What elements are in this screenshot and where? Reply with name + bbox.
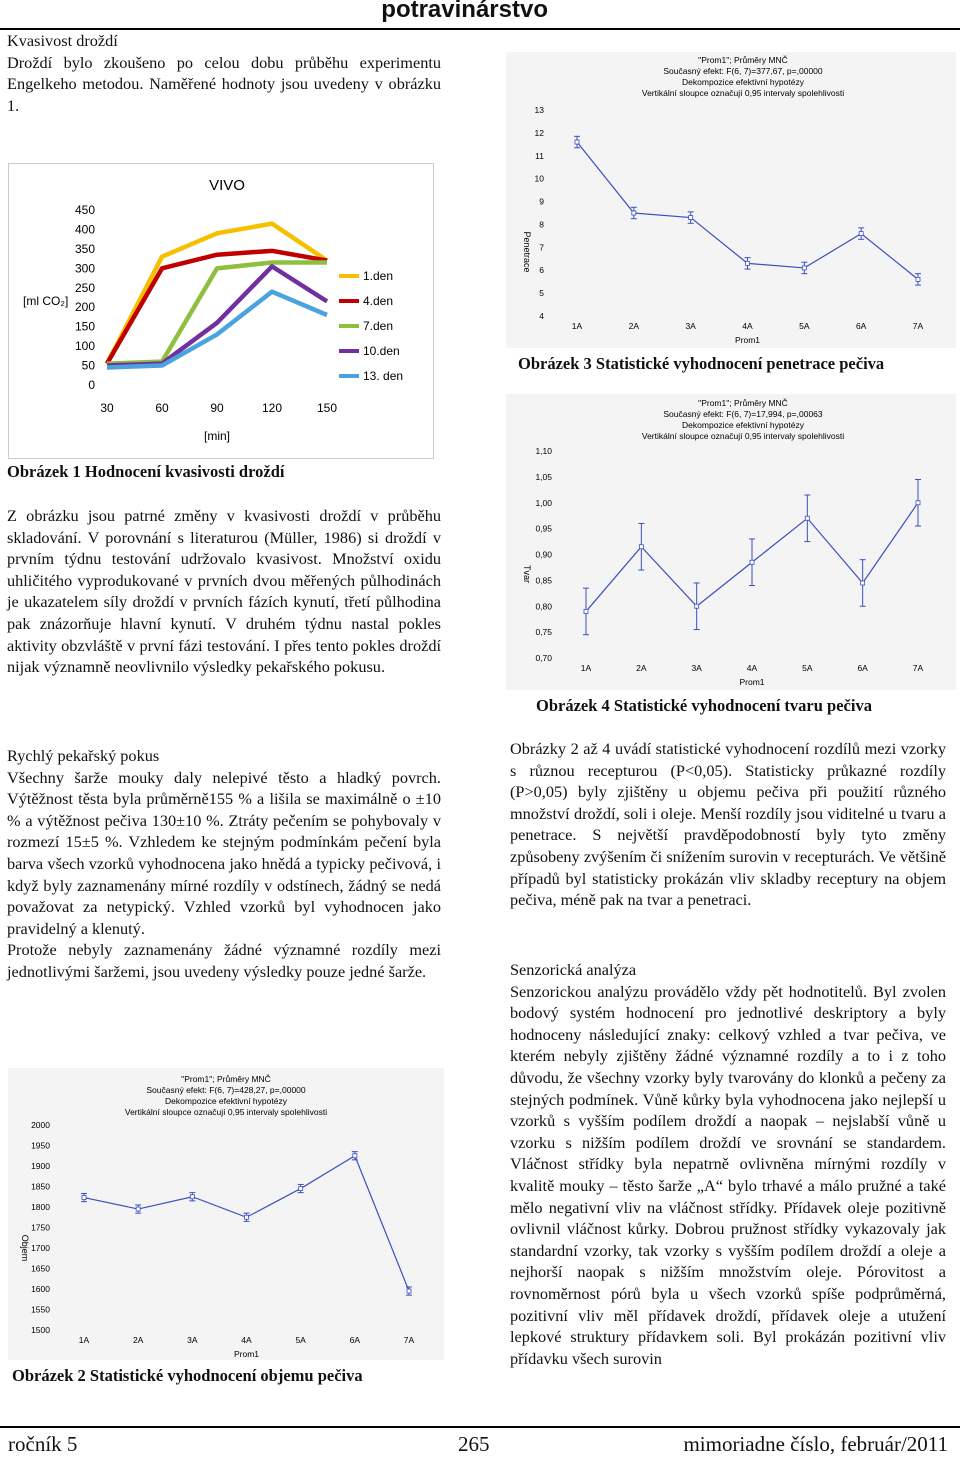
chart-title-line: Dekompozice efektivní hypotézy (682, 420, 804, 430)
footer-volume: ročník 5 (8, 1432, 78, 1456)
data-point (353, 1154, 357, 1158)
x-axis-label: Prom1 (233, 1349, 260, 1359)
figure-2-caption: Obrázek 2 Statistické vyhodnocení objemu pečiva (12, 1366, 363, 1385)
page-number: 265 (458, 1432, 490, 1456)
x-tick-label: 1A (580, 663, 592, 673)
chart-title-line: Současný efekt: F(6, 7)=377,67, p=,00000 (663, 66, 823, 76)
data-point (407, 1289, 411, 1293)
x-axis-label: [min] (203, 429, 231, 443)
y-tick-label: 12 (534, 127, 544, 138)
figure-1 (8, 163, 434, 459)
figure-1-caption: Obrázek 1 Hodnocení kvasivosti droždí (7, 462, 285, 481)
paragraph: Z obrázku jsou patrné změny v kvasivosti droždí v průběhu skladování. V porovnání s literaturou (Müller, 1986) si droždí v prvním týdnu testování udržovalo kvasivost. Množství oxidu uhličitého vyprodukované v prvních dvou měřených půlhodinách je ukazatelem síly droždí v prvních fázích kynutí, třetí půlhodina pak znázorňuje hlavní kynutí. V druhém týdnu nastal pokles aktivity obzvláště v první fázi testování. I přes tento pokles droždí nijak významně neovlivnilo výsledky pekařského pokusu. (7, 506, 441, 677)
y-tick-label: 50 (81, 358, 95, 373)
x-tick-label: 2A (132, 1335, 144, 1345)
section-heading-baking: Rychlý pekařský pokus (7, 746, 160, 765)
y-tick-label: 1750 (31, 1222, 50, 1233)
chart-title-line: Dekompozice efektivní hypotézy (165, 1096, 287, 1106)
y-tick-label: 1,00 (535, 497, 552, 508)
y-tick-label: 8 (539, 219, 544, 230)
x-tick-label: 2A (636, 663, 647, 673)
paragraph: Droždí bylo zkoušeno po celou dobu průběhu experimentu Engelkeho metodou. Naměřené hodnoty jsou uvedeny v obrázku 1. (7, 52, 441, 115)
data-point (859, 232, 863, 236)
results-section (510, 738, 946, 911)
paragraph: Všechny šarže mouky daly nelepivé těsto a hladký povrch. Výtěžnost těsta byla průměrně155 % a lišila se maximálně o ±10 % a výtěžnost pečiva 130±10 %. Ztráty pečením se pohybovaly v rozmezí 15±5 %. Vzhledem ke stejným podmínkám pečení byla barva všech vzorků vyhodnocena jako hnědá a typicky pečivová, i když byly zaznamenány mírné rozdíly v odstínech, žádný se nedá považovat za netypický. Vzhled vzorků byl vyhodnocen jako pravidelný a klenutý. (7, 767, 441, 938)
y-tick-label: 1600 (31, 1284, 50, 1294)
data-point (639, 545, 643, 549)
paragraph: Obrázky 2 až 4 uvádí statistické vyhodnocení rozdílů mezi vzorky s různou recepturou (P<0,05). Statisticky průkazné rozdíly (P>0,05) byly zjištěny u objemu pečiva při použití různého množství droždí, soli i oleje. Menší rozdíly jsou viditelné u tvaru a penetrace. S největší pravděpodobností byly tyto změny způsobeny zvýšením či snížením surovin v recepturách. Ve většině případů byl statisticky prokázán vliv skladby receptury na objem pečiva, méně pak na tvar a penetraci. (510, 739, 946, 910)
fig2-chart (8, 1068, 444, 1360)
data-point (689, 216, 693, 220)
figure-4 (506, 394, 956, 690)
x-tick-label: 60 (155, 401, 169, 415)
sensory-section (510, 959, 946, 1369)
data-point (802, 266, 806, 270)
data-point (82, 1196, 86, 1200)
x-tick-label: 3A (685, 321, 696, 331)
x-tick-label: 4A (241, 1335, 252, 1345)
x-tick-label: 1A (78, 1335, 90, 1345)
x-tick-label: 5A (799, 321, 810, 331)
x-tick-label: 1A (571, 321, 583, 331)
y-tick-label: 1,05 (535, 471, 552, 482)
data-point (632, 211, 636, 215)
y-tick-label: 0,80 (535, 601, 552, 612)
y-tick-label: 300 (74, 261, 95, 276)
section-heading-yeast: Kvasivost droždí (7, 31, 118, 50)
x-tick-label: 3A (187, 1335, 198, 1345)
x-tick-label: 3A (691, 663, 702, 673)
data-point (746, 261, 750, 265)
y-tick-label: 1650 (31, 1263, 50, 1274)
y-tick-label: 450 (74, 203, 95, 217)
journal-title: potravinárstvo (381, 0, 548, 23)
data-point (916, 277, 920, 281)
y-tick-label: 200 (74, 300, 95, 315)
journal-header (0, 0, 960, 30)
y-tick-label: 1700 (31, 1243, 50, 1253)
x-tick-label: 90 (210, 401, 224, 415)
figure-3 (506, 52, 956, 348)
y-tick-label: 1900 (31, 1161, 50, 1171)
y-tick-label: 0,85 (535, 575, 552, 586)
x-tick-label: 2A (628, 321, 640, 331)
y-tick-label: 2000 (31, 1120, 50, 1130)
y-tick-label: 100 (74, 339, 95, 354)
section-heading-sensory: Senzorická analýza (510, 960, 637, 979)
y-tick-label: 0,90 (535, 549, 552, 560)
page-footer (0, 1426, 960, 1457)
y-tick-label: 400 (74, 222, 95, 237)
x-tick-label: 6A (857, 663, 868, 673)
series-line (107, 224, 327, 364)
chart-title-line: Vertikální sloupce označují 0,95 intervaly spolehlivosti (641, 88, 845, 98)
chart-title-line: Dekompozice efektivní hypotézy (682, 77, 804, 87)
data-point (750, 560, 754, 564)
y-tick-label: 0,75 (535, 627, 552, 638)
y-tick-label: 1550 (31, 1304, 50, 1315)
y-tick-label: 150 (74, 319, 95, 334)
data-point (575, 140, 579, 144)
y-tick-label: 1850 (31, 1181, 50, 1192)
y-tick-label: 13 (534, 105, 544, 115)
y-axis-label: Tvar (522, 565, 532, 583)
x-tick-label: 4A (746, 663, 758, 673)
y-tick-label: 9 (539, 196, 544, 207)
chart-title-line: "Prom1"; Průměry MNČ (698, 398, 788, 408)
x-tick-label: 120 (261, 401, 283, 415)
chart-title-line: Současný efekt: F(6, 7)=428,27, p=,00000 (146, 1085, 306, 1095)
legend-label: 10.den (363, 344, 400, 358)
y-tick-label: 1800 (31, 1202, 50, 1212)
y-tick-label: 4 (539, 311, 544, 321)
y-tick-label: 6 (539, 265, 544, 276)
y-tick-label: 10 (534, 173, 544, 184)
x-tick-label: 7A (912, 321, 924, 331)
series-line (84, 1156, 409, 1291)
fig3-chart (506, 52, 956, 348)
x-tick-label: 7A (403, 1335, 415, 1345)
legend-label: 13. den (363, 369, 404, 383)
x-tick-label: 6A (855, 321, 867, 331)
discussion-section (7, 505, 441, 678)
chart-title: VIVO (209, 177, 245, 194)
y-tick-label: 1950 (31, 1140, 50, 1151)
footer-issue: mimoriadne číslo, február/2011 (683, 1432, 948, 1456)
x-axis-label: Prom1 (734, 335, 761, 345)
figure-4-caption: Obrázek 4 Statistické vyhodnocení tvaru pečiva (536, 696, 872, 715)
chart-title-line: Vertikální sloupce označují 0,95 intervaly spolehlivosti (124, 1107, 328, 1117)
y-tick-label: 1,10 (535, 446, 552, 456)
y-tick-label: 0,70 (535, 653, 552, 663)
baking-section (7, 745, 441, 983)
chart-title-line: Vertikální sloupce označují 0,95 intervaly spolehlivosti (641, 431, 845, 441)
paragraph: Protože nebyly zaznamenány žádné významné rozdíly mezi jednotlivými šaržemi, jsou uvedeny výsledky pouze jedné šarže. (7, 940, 441, 981)
chart-title-line: "Prom1"; Průměry MNČ (181, 1074, 271, 1084)
fig4-chart (506, 394, 956, 690)
y-tick-label: 7 (539, 242, 544, 253)
x-tick-label: 7A (912, 663, 924, 673)
figure-2 (8, 1068, 444, 1360)
x-tick-label: 150 (316, 401, 338, 415)
x-tick-label: 4A (742, 321, 753, 331)
y-tick-label: 0 (88, 378, 95, 392)
y-tick-label: 250 (74, 280, 95, 295)
legend-label: 1.den (363, 269, 394, 283)
data-point (695, 604, 699, 608)
data-point (190, 1195, 194, 1199)
y-axis-label: Penetrace (522, 231, 532, 273)
y-tick-label: 11 (535, 150, 544, 161)
x-tick-label: 5A (802, 663, 813, 673)
y-tick-label: 0,95 (535, 523, 552, 534)
data-point (245, 1215, 249, 1219)
legend-label: 7.den (363, 319, 394, 333)
figure-3-caption: Obrázek 3 Statistické vyhodnocení penetrace pečiva (518, 354, 885, 373)
data-point (805, 516, 809, 520)
legend-label: 4.den (363, 294, 394, 308)
chart-title-line: Současný efekt: F(6, 7)=17,994, p=,00063 (663, 409, 823, 419)
x-tick-label: 5A (295, 1335, 306, 1345)
fig1-chart (9, 164, 433, 458)
data-point (861, 581, 865, 585)
x-tick-label: 6A (349, 1335, 361, 1345)
data-point (916, 501, 920, 505)
x-tick-label: 30 (100, 401, 114, 415)
chart-title-line: "Prom1"; Průměry MNČ (698, 55, 788, 65)
data-point (299, 1187, 303, 1191)
y-tick-label: 5 (539, 288, 544, 299)
data-point (136, 1207, 140, 1211)
y-axis-label: [ml CO₂] (23, 294, 69, 308)
y-tick-label: 350 (74, 241, 95, 256)
series-line (107, 263, 327, 364)
y-axis-label: Objem (20, 1234, 30, 1262)
yeast-section (7, 30, 441, 116)
data-point (584, 609, 588, 613)
y-tick-label: 1500 (31, 1325, 50, 1335)
x-axis-label: Prom1 (739, 677, 765, 687)
paragraph: Senzorickou analýzu provádělo vždy pět hodnotitelů. Byl zvolen bodový systém hodnocení pro jednotlivé deskriptory a byly hodnoceny následující znaky: celkový vzhled a tvar pečiva, ve kterém nebyly zjištěny žádné významné rozdíly a to i z toho důvodu, že všechny vzorky byly tvarovány do klonků a pečeny za stejných podmínek. Vůně kůrky byla vyhodnocena jako nejlepší u vzorků s vyšším podílem droždí a naopak – nejslabší vůně u vzorku s nižším podílem droždí ve srovnání se standardem. Vláčnost střídky byla nepatrně ovlivněna mírnými rozdíly v kvalitě mouky – těsto šarže „A“ bylo trhavé a málo pružné a také mělo negativní vliv na vláčnost střídky. Přídavek oleje pozitivně ovlivnil vláčnost kůrky. Dobrou pružnost střídky vykazovaly jak standardní vzorky, tak vzorky s vyšším podílem droždí a oleje a nejhorší naopak s nižším množstvím oleje. Pórovitost a rovnoměrnost pórů byla u všech vzorků spíše podprůměrná, pozitivní vliv měl přídavek droždí, přídavek oleje a utužení lepkové struktury přídavkem soli. Byl prokázán pozitivní vliv přídavku všech surovin (510, 981, 946, 1368)
series-line (107, 266, 327, 365)
